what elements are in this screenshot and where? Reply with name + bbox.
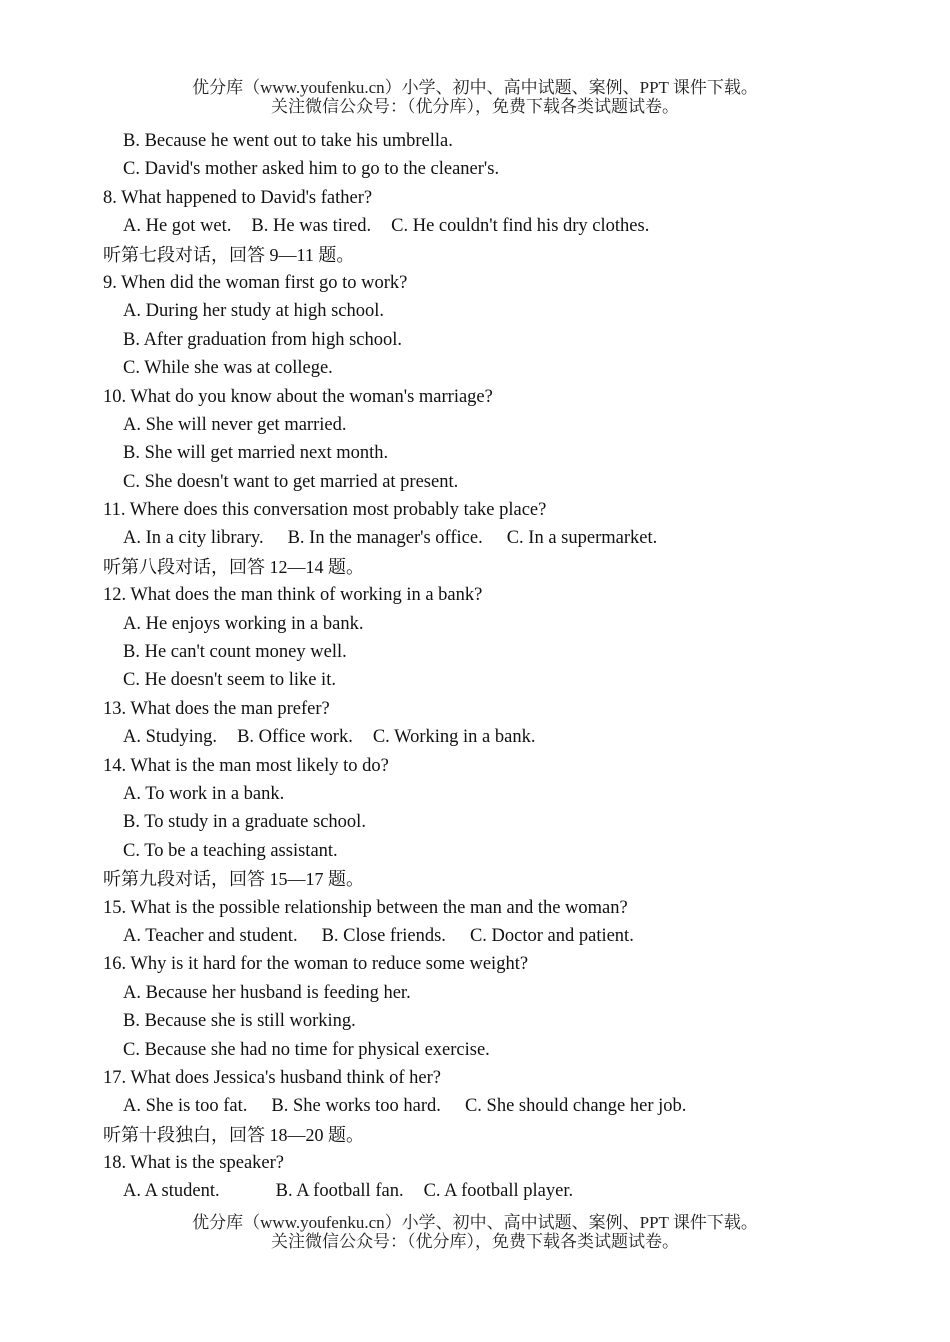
exam-content: [103, 127, 903, 1206]
answer-option: C. Doctor and patient.: [469, 925, 634, 946]
question-stem: 14. What is the man most likely to do?: [103, 755, 389, 776]
answer-option: A. Because her husband is feeding her.: [123, 982, 411, 1003]
answer-options-row: [103, 723, 903, 751]
answer-option: A. She is too fat.: [123, 1096, 248, 1117]
answer-option: B. Office work.: [237, 727, 353, 748]
footer-line-1: 优分库（www.youfenku.cn）小学、初中、高中试题、案例、PPT 课件下载。: [192, 1213, 758, 1232]
question-stem: 9. When did the woman first go to work?: [103, 272, 408, 293]
answer-option: B. Close friends.: [321, 925, 446, 946]
answer-option: C. She should change her job.: [464, 1096, 687, 1117]
question-stem: 13. What does the man prefer?: [103, 698, 330, 719]
answer-options-row: [103, 1092, 903, 1120]
page-footer: [0, 1213, 950, 1251]
page-header: [0, 78, 950, 116]
answer-option: C. David's mother asked him to go to the cleaner's.: [123, 159, 500, 180]
question-stem: 12. What does the man think of working in a bank?: [103, 585, 483, 606]
answer-options-row: [103, 922, 903, 950]
answer-option: B. Because she is still working.: [123, 1011, 356, 1032]
section-heading: 听第九段对话，回答 15—17 题。: [103, 869, 364, 890]
answer-option: A. Teacher and student.: [123, 925, 298, 946]
answer-option: A. He got wet.: [123, 216, 232, 237]
answer-option: C. A football player.: [423, 1181, 574, 1202]
answer-option: B. He can't count money well.: [123, 642, 347, 663]
question-stem: 18. What is the speaker?: [103, 1153, 284, 1174]
answer-option: B. Because he went out to take his umbrella.: [123, 131, 453, 151]
answer-option: C. He doesn't seem to like it.: [123, 670, 336, 691]
answer-option: A. In a city library.: [123, 528, 264, 549]
answer-option: B. To study in a graduate school.: [123, 812, 366, 833]
answer-option: C. To be a teaching assistant.: [123, 840, 338, 861]
answer-option: B. After graduation from high school.: [123, 329, 402, 350]
answer-option: A. A student.: [123, 1181, 220, 1202]
answer-option: A. She will never get married.: [123, 414, 347, 435]
answer-option: C. He couldn't find his dry clothes.: [391, 216, 650, 237]
footer-line-2: 关注微信公众号：（优分库），免费下载各类试题试卷。: [271, 1232, 679, 1251]
question-stem: 17. What does Jessica's husband think of her?: [103, 1067, 441, 1088]
answer-option: B. A football fan.: [275, 1181, 404, 1202]
answer-option: C. She doesn't want to get married at present.: [123, 471, 459, 492]
header-line-1: 优分库（www.youfenku.cn）小学、初中、高中试题、案例、PPT 课件下载。: [192, 78, 758, 97]
answer-option: B. He was tired.: [251, 216, 372, 237]
answer-option: B. She will get married next month.: [123, 443, 389, 464]
question-stem: 11. Where does this conversation most probably take place?: [103, 500, 547, 521]
question-stem: 8. What happened to David's father?: [103, 187, 373, 208]
question-stem: 10. What do you know about the woman's marriage?: [103, 386, 493, 407]
section-heading: 听第八段对话，回答 12—14 题。: [103, 556, 364, 577]
header-line-2: 关注微信公众号：（优分库），免费下载各类试题试卷。: [271, 97, 679, 116]
answer-option: C. Because she had no time for physical exercise.: [123, 1039, 490, 1060]
question-stem: 15. What is the possible relationship between the man and the woman?: [103, 897, 628, 918]
answer-option: B. She works too hard.: [271, 1096, 441, 1117]
answer-option: C. Working in a bank.: [372, 727, 536, 748]
section-heading: 听第十段独白，回答 18—20 题。: [103, 1124, 364, 1145]
answer-option: C. In a supermarket.: [506, 528, 658, 549]
answer-options-row: [103, 1177, 903, 1205]
answer-option: A. He enjoys working in a bank.: [123, 613, 364, 634]
answer-options-row: [103, 524, 903, 552]
answer-option: A. During her study at high school.: [123, 301, 385, 322]
answer-option: B. In the manager's office.: [287, 528, 483, 549]
question-stem: 16. Why is it hard for the woman to reduce some weight?: [103, 954, 529, 975]
answer-option: C. While she was at college.: [123, 358, 333, 379]
section-heading: 听第七段对话，回答 9—11 题。: [103, 244, 355, 265]
answer-option: A. Studying.: [123, 727, 218, 748]
answer-options-row: [103, 212, 903, 240]
answer-option: A. To work in a bank.: [123, 783, 285, 804]
